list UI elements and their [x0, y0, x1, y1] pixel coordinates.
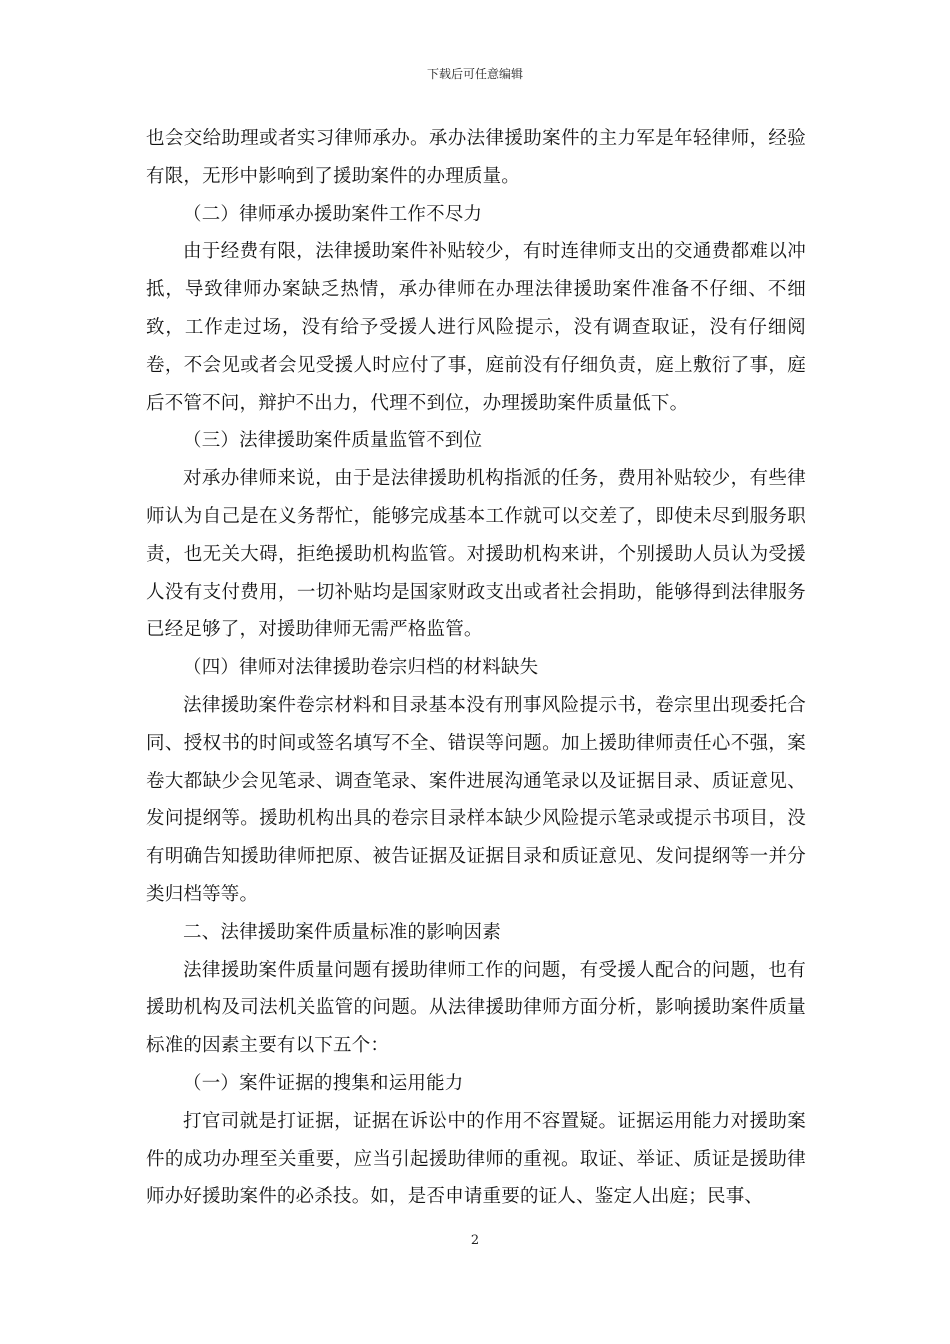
paragraph: 法律援助案件质量问题有援助律师工作的问题，有受援人配合的问题，也有援助机构及司法机关监管的问题。从法律援助律师方面分析，影响援助案件质量标准的因素主要有以下五个： [146, 959, 806, 1057]
paragraph: 法律援助案件卷宗材料和目录基本没有刑事风险提示书，卷宗里出现委托合同、授权书的时间或签名填写不全、错误等问题。加上援助律师责任心不强，案卷大都缺少会见笔录、调查笔录、案件进展沟通笔录以及证据目录、质证意见、发问提纲等。援助机构出具的卷宗目录样本缺少风险提示笔录或提示书项目，没有明确告知援助律师把原、被告证据及证据目录和质证意见、发问提纲等一并分类归档等等。 [146, 694, 806, 905]
paragraph: 由于经费有限，法律援助案件补贴较少，有时连律师支出的交通费都难以冲抵，导致律师办案缺乏热情，承办律师在办理法律援助案件准备不仔细、不细致，工作走过场，没有给予受援人进行风险提示，没有调查取证，没有仔细阅卷，不会见或者会见受援人时应付了事，庭前没有仔细负责，庭上敷衍了事，庭后不管不问，辩护不出力，代理不到位，办理援助案件质量低下。 [146, 241, 806, 414]
section-heading-3: （三）法律援助案件质量监管不到位 [183, 430, 483, 452]
page-number: 2 [470, 1233, 480, 1248]
paragraph-continued: 也会交给助理或者实习律师承办。承办法律援助案件的主力军是年轻律师，经验有限，无形中影响到了援助案件的办理质量。 [146, 128, 806, 187]
page-header: 下载后可任意编辑 [426, 67, 523, 81]
paragraph: 打官司就是打证据，证据在诉讼中的作用不容置疑。证据运用能力对援助案件的成功办理至关重要，应当引起援助律师的重视。取证、举证、质证是援助律师办好援助案件的必杀技。如，是否申请重要的证人、鉴定人出庭；民事、 [146, 1110, 806, 1208]
section-heading-2: （二）律师承办援助案件工作不尽力 [183, 203, 483, 225]
section-heading-4: （四）律师对法律援助卷宗归档的材料缺失 [183, 657, 539, 679]
section-heading-1: （一）案件证据的搜集和运用能力 [183, 1072, 464, 1094]
document-body [146, 120, 806, 1216]
chapter-heading: 二、法律援助案件质量标准的影响因素 [183, 921, 501, 943]
paragraph: 对承办律师来说，由于是法律援助机构指派的任务，费用补贴较少，有些律师认为自己是在义务帮忙，能够完成基本工作就可以交差了，即使未尽到服务职责，也无关大碍，拒绝援助机构监管。对援助机构来讲，个别援助人员认为受援人没有支付费用，一切补贴均是国家财政支出或者社会捐助，能够得到法律服务已经足够了，对援助律师无需严格监管。 [146, 468, 806, 641]
